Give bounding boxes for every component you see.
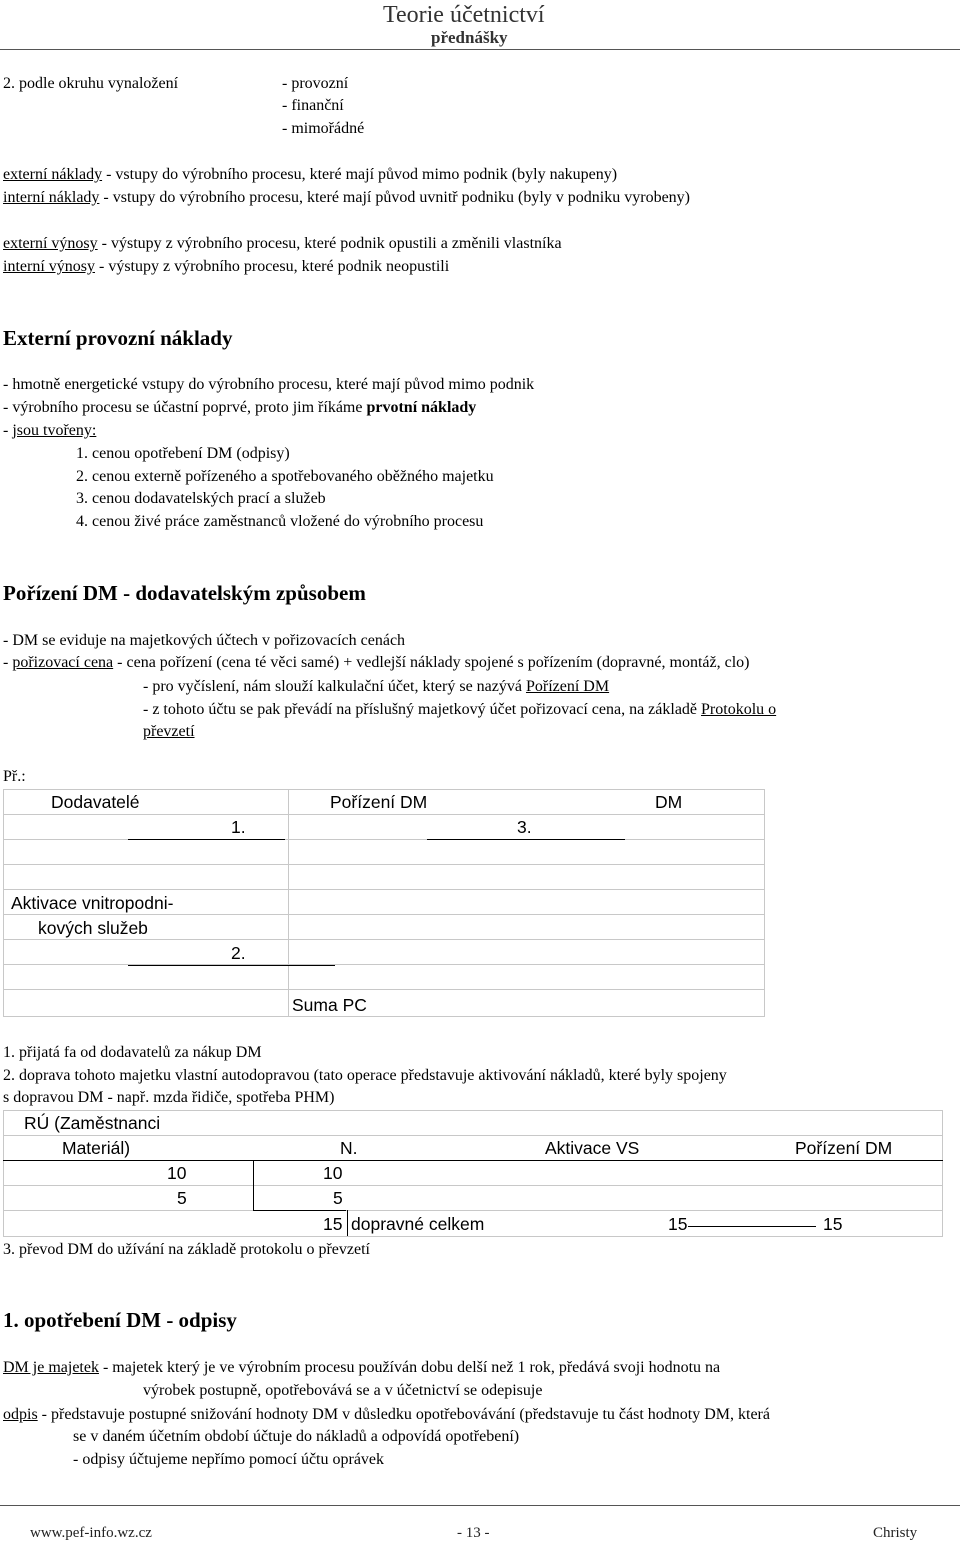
suma-pc: Suma PC: [292, 995, 367, 1015]
cost-type-item: - provozní: [282, 75, 349, 92]
account-porizeni-dm: Pořízení DM: [330, 792, 428, 812]
account-dm: DM: [655, 792, 683, 812]
entry-number: 2.: [231, 943, 246, 963]
term: externí výnosy: [3, 235, 98, 252]
term: interní náklady: [3, 189, 100, 206]
term: externí náklady: [3, 166, 103, 183]
t-account-line: [3, 1160, 943, 1161]
account-aktivace: Aktivace vnitropodni-: [11, 893, 174, 913]
section-lead: 2. podle okruhu vynaložení: [3, 75, 179, 92]
definition-line: DM je majetek - majetek který je ve výrobním procesu používán dobu delší než 1 rok, předává svoji hodnotu na: [3, 1359, 721, 1376]
amount: 10: [167, 1163, 187, 1183]
note-line: 1. přijatá fa od dodavatelů za nákup DM: [3, 1044, 262, 1061]
section-heading: Externí provozní náklady: [3, 326, 233, 350]
text-line: - pořizovací cena - cena pořízení (cena té věci samé) + vedlejší náklady spojené s pořízením (dopravné, montáž, clo): [3, 654, 750, 671]
list-item: 2. cenou externě pořízeného a spotřebovaného oběžného majetku: [76, 468, 494, 485]
list-item: 1. cenou opotřebení DM (odpisy): [76, 445, 290, 462]
amount: 15: [323, 1214, 343, 1234]
account-ru: Materiál): [62, 1138, 131, 1158]
header-rule: [0, 49, 960, 50]
amount-label: dopravné celkem: [351, 1214, 485, 1234]
header-title: Teorie účetnictví: [383, 2, 545, 28]
arrow-line: [128, 839, 285, 840]
footer-rule: [0, 1505, 960, 1506]
definition-line: externí výnosy - výstupy z výrobního procesu, které podnik opustili a změnili vlastníka: [3, 235, 562, 252]
definition-line: externí náklady - vstupy do výrobního procesu, které mají původ mimo podnik (byly nakupeny): [3, 166, 618, 183]
definition-line: odpis - představuje postupné snižování hodnoty DM v důsledku opotřebovávání (představuje tu část hodnoty DM, která: [3, 1406, 770, 1423]
term: DM je majetek: [3, 1359, 99, 1376]
cost-type-item: - mimořádné: [282, 120, 365, 137]
arrow-line: [128, 965, 335, 966]
amount: 10: [323, 1163, 343, 1183]
definition-line: interní náklady - vstupy do výrobního procesu, které mají původ uvnitř podniku (byly v podniku vyrobeny): [3, 189, 691, 206]
text-line: - DM se eviduje na majetkových účtech v pořizovacích cenách: [3, 632, 406, 649]
note-line: 2. doprava tohoto majetku vlastní autodopravou (tato operace představuje aktivování nákladů, které byly spojeny: [3, 1067, 727, 1084]
account-aktivace-vs: Aktivace VS: [545, 1138, 640, 1158]
footer-site: www.pef-info.wz.cz: [30, 1525, 152, 1541]
section-heading: Pořízení DM - dodavatelským způsobem: [3, 581, 366, 605]
amount: 15: [823, 1214, 843, 1234]
definition-line: - odpisy účtujeme nepřímo pomocí účtu oprávek: [73, 1451, 385, 1468]
account-dodavatele: Dodavatelé: [51, 792, 140, 812]
note-line: 3. převod DM do užívání na základě protokolu o převzetí: [3, 1241, 370, 1258]
sum-divider: [347, 1210, 348, 1236]
cost-type-item: - finanční: [282, 97, 344, 114]
text-line: převzetí: [143, 723, 195, 740]
text-line: - hmotně energetické vstupy do výrobního procesu, které mají původ mimo podnik: [3, 376, 535, 393]
definition-line: se v daném účetním období účtuje do nákladů a odpovídá opotřebení): [73, 1428, 520, 1445]
text-line: - jsou tvořeny:: [3, 422, 97, 439]
section-heading: 1. opotřebení DM - odpisy: [3, 1308, 237, 1332]
amount: 5: [333, 1188, 343, 1208]
amount: 15: [668, 1214, 688, 1234]
footer-page-number: - 13 -: [457, 1525, 490, 1541]
arrow-line: [688, 1226, 816, 1227]
entry-number: 1.: [231, 817, 246, 837]
account-n: N.: [340, 1138, 358, 1158]
footer-author: Christy: [873, 1525, 918, 1541]
definition-line: výrobek postupně, opotřebovává se a v účetnictví se odepisuje: [143, 1382, 543, 1399]
sum-line: [253, 1210, 346, 1211]
term: interní výnosy: [3, 258, 95, 275]
list-item: 3. cenou dodavatelských prací a služeb: [76, 490, 326, 507]
definition-line: interní výnosy - výstupy z výrobního procesu, které podnik neopustili: [3, 258, 450, 275]
term: odpis: [3, 1406, 38, 1423]
arrow-line: [427, 839, 625, 840]
amount: 5: [177, 1188, 187, 1208]
entry-number: 3.: [517, 817, 532, 837]
text-line: - výrobního procesu se účastní poprvé, proto jim říkáme prvotní náklady: [3, 399, 477, 416]
list-item: 4. cenou živé práce zaměstnanců vložené do výrobního procesu: [76, 513, 484, 530]
bold-term: prvotní náklady: [366, 399, 477, 416]
note-line: s dopravou DM - např. mzda řidiče, spotřeba PHM): [3, 1089, 335, 1106]
account-ru: RÚ (Zaměstnanci: [24, 1113, 161, 1133]
account-aktivace: kových služeb: [38, 918, 148, 938]
example-label: Př.:: [3, 768, 26, 785]
header-subtitle: přednášky: [431, 28, 508, 47]
text-line: - z tohoto účtu se pak převádí na příslušný majetkový účet pořizovací cena, na základě Protokolu o: [143, 701, 777, 718]
text-line: - pro vyčíslení, nám slouží kalkulační účet, který se nazývá Pořízení DM: [143, 678, 610, 695]
account-porizeni-dm: Pořízení DM: [795, 1138, 893, 1158]
t-account-split: [253, 1160, 254, 1210]
